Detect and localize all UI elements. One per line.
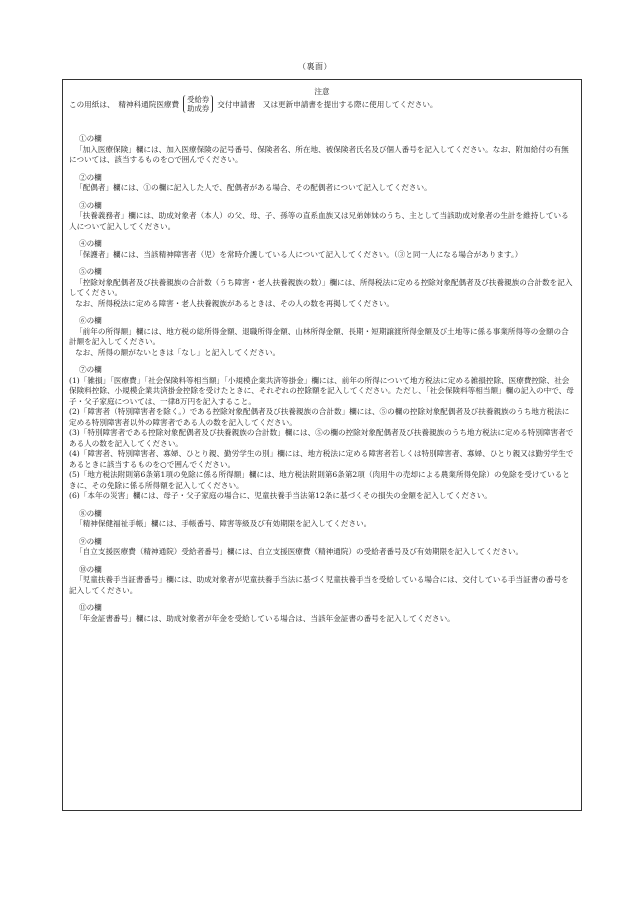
section-body: [69, 278, 575, 310]
section-7: [69, 365, 575, 502]
section-paragraph: 「保護者」欄には、当該精神障害者（児）を常時介護している人について記入してください。（③と同一人になる場合があります。）: [75, 249, 523, 259]
option-recipient-certificate: 受給券: [187, 95, 210, 104]
intro-line: [69, 95, 438, 113]
section-body: [69, 211, 575, 232]
section-3: [69, 201, 575, 233]
section-body: [69, 376, 575, 502]
intro-before: この用紙は、 精神科通院医療費: [69, 99, 180, 109]
section-paragraph: 「加入医療保険」欄には、加入医療保険の記号番号、保険者名、所在地、被保険者氏名及び個人番号を記入してください。なお、附加給付の有無については、該当するものを○で囲んでください。: [69, 144, 569, 164]
section-heading: ①の欄: [79, 134, 102, 143]
section-body: [69, 250, 575, 261]
page-label: （裏面）: [298, 62, 332, 71]
section-paragraph: 「配偶者」欄には、①の欄に記入した人で、配偶者がある場合、その配偶者について記入してください。: [75, 183, 432, 192]
intro-after: 交付申請書 又は更新申請書を提出する際に使用してください。: [217, 99, 438, 109]
section-4: [69, 239, 575, 260]
section-9: [69, 537, 575, 558]
section-paragraph: (2)「障害者（特別障害者を除く。）である控除対象配偶者及び扶養親族の合計数」欄には、⑤の欄の控除対象配偶者及び扶養親族のうち地方税法に定める特別障害者以外の障害者である人の数を記入してください。: [69, 407, 570, 427]
section-paragraph: (6)「本年の災害」欄には、母子・父子家庭の場合に、児童扶養手当法第12条に基づくその損失の金額を記入してください。: [69, 491, 492, 500]
section-body: [69, 145, 575, 166]
section-paragraph: 「児童扶養手当証書番号」欄には、助成対象者が児童扶養手当法に基づく児童扶養手当を受給している場合には、交付している手当証書の番号を記入してください。: [69, 575, 569, 595]
option-subsidy-certificate: 助成券: [187, 104, 210, 113]
section-body: [69, 614, 575, 625]
section-paragraph: なお、所得の額がないときは「なし」と記入してください。: [75, 347, 281, 357]
section-paragraph: 「前年の所得額」欄には、地方税の総所得金額、退職所得金額、山林所得金額、長期・短期譲渡所得金額及び土地等に係る事業所得等の金額の合計額を記入してください。: [69, 326, 569, 346]
section-paragraph: (5)「地方税法附則第6条第1項の免除に係る所得額」欄には、地方税法附則第6条第2項（肉用牛の売却による農業所得免除）の免除を受けているときに、その免除に係る所得額を記入してください。: [69, 470, 570, 490]
section-paragraph: 「扶養義務者」欄には、助成対象者（本人）の父、母、子、孫等の直系血族又は兄弟姉妹のうち、主として当該助成対象者の生計を維持している人について記入してください。: [69, 211, 569, 231]
section-1: [69, 134, 575, 166]
notes-frame: [62, 79, 582, 811]
section-paragraph: (3)「特別障害者である控除対象配偶者及び扶養親族の合計数」欄には、⑤の欄の控除対象配偶者及び扶養親族のうち地方税法に定める特別障害者である人の数を記入してください。: [69, 428, 574, 448]
section-heading: ⑦の欄: [79, 365, 102, 374]
section-heading: ⑨の欄: [79, 536, 102, 546]
section-body: [69, 575, 575, 596]
section-heading: ③の欄: [79, 200, 102, 210]
section-paragraph: なお、所得税法に定める障害・老人扶養親族があるときは、その人の数を再掲してください。: [75, 298, 395, 308]
section-body: [69, 183, 575, 194]
section-body: [69, 547, 575, 558]
section-11: [69, 603, 575, 624]
section-heading: ②の欄: [79, 172, 102, 182]
section-heading: ⑩の欄: [79, 564, 102, 574]
section-heading: ⑧の欄: [79, 508, 102, 518]
section-paragraph: (1)「雑損」「医療費」「社会保険料等相当額」「小規模企業共済等掛金」欄には、前年の所得について地方税法に定める雑損控除、医療費控除、社会保険料控除、小規模企業共済掛金控除を受けたときに、それぞれの控除額を記入してください。ただし、「社会保険料等相当額」欄の記入の中で、母子・父子家庭については、一律8万円を記入すること。: [69, 375, 574, 406]
section-8: [69, 509, 575, 530]
section-body: [69, 327, 575, 359]
section-paragraph: 「年金証書番号」欄には、助成対象者が年金を受給している場合は、当該年金証書の番号を記入してください。: [75, 613, 455, 623]
section-6: [69, 316, 575, 358]
sections-list: [69, 134, 575, 631]
section-10: [69, 565, 575, 597]
section-paragraph: 「精神保健福祉手帳」欄には、手帳番号、障害等級及び有効期限を記入してください。: [75, 519, 372, 528]
section-5: [69, 267, 575, 309]
section-heading: ⑤の欄: [79, 267, 102, 276]
section-paragraph: 「自立支援医療費（精神通院）受給者番号」欄には、自立支援医療費（精神通院）の受給者番号及び有効期限を記入してください。: [75, 547, 524, 556]
section-heading: ④の欄: [79, 239, 102, 248]
certificate-type-bracket: [183, 95, 213, 113]
section-heading: ⑪の欄: [79, 603, 102, 612]
section-2: [69, 173, 575, 194]
section-heading: ⑥の欄: [79, 316, 102, 325]
notes-title: 注意: [314, 87, 330, 96]
section-body: [69, 519, 575, 530]
section-paragraph: 「控除対象配偶者及び扶養親族の合計数（うち障害・老人扶養親族の数）」欄には、所得税法に定める控除対象配偶者及び扶養親族の合計数を記入してください。: [69, 277, 573, 297]
section-paragraph: (4)「障害者、特別障害者、寡婦、ひとり親、勤労学生の別」欄には、地方税法に定める障害者若しくは特別障害者、寡婦、ひとり親又は勤労学生であるときに該当するものを○で囲んでください。: [69, 449, 574, 469]
